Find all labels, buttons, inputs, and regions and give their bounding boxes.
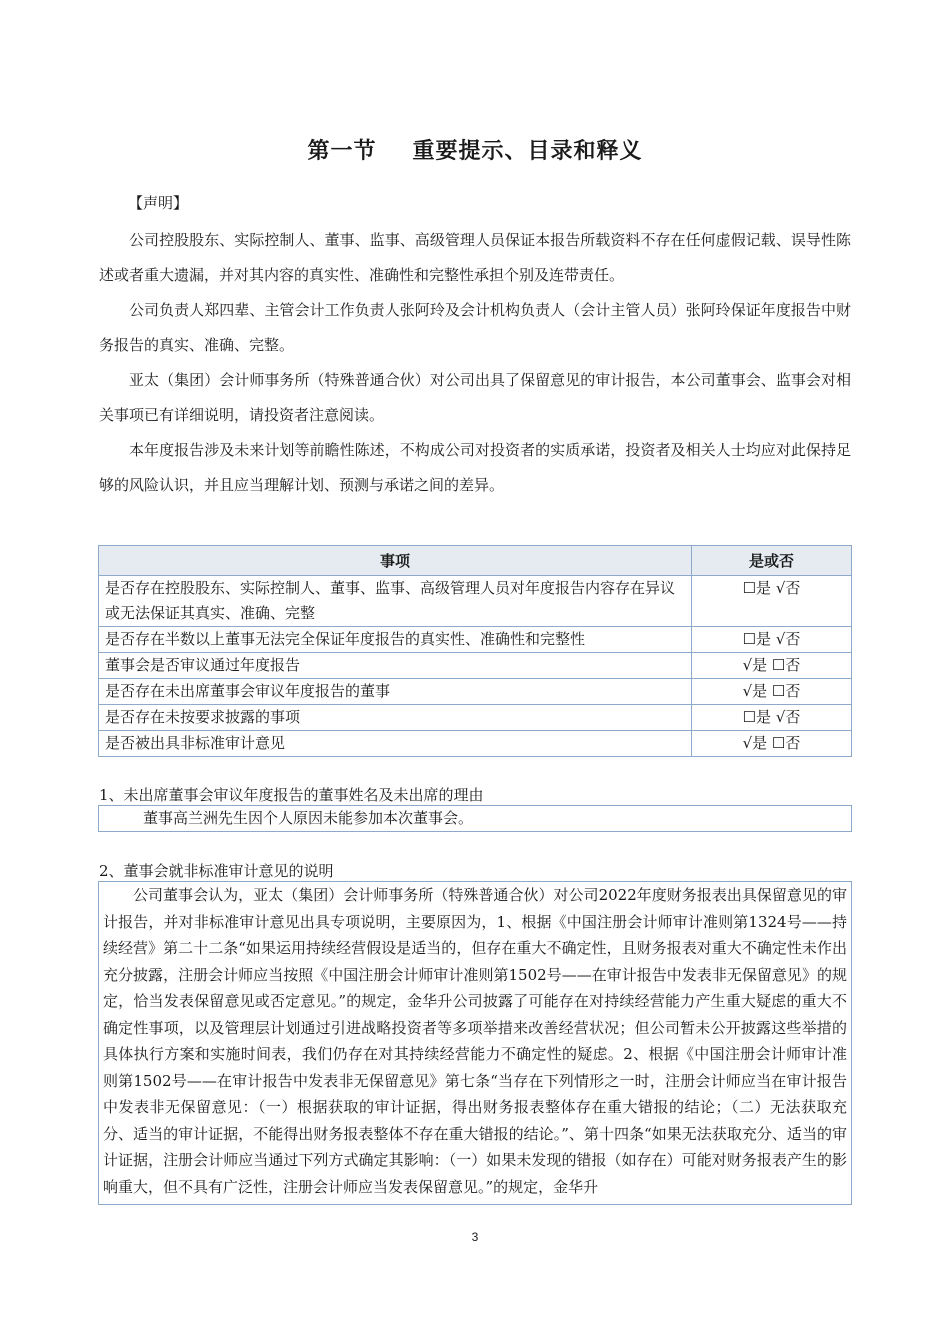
row-answer: ☐是 √否 (692, 705, 852, 731)
row-item: 是否存在未按要求披露的事项 (99, 705, 692, 731)
column-header-answer: 是或否 (692, 546, 852, 576)
table-row (99, 705, 852, 731)
audit-opinion-label: 2、董事会就非标准审计意见的说明 (99, 862, 334, 880)
declaration-paragraph: 本年度报告涉及未来计划等前瞻性陈述，不构成公司对投资者的实质承诺，投资者及相关人士均应对此保持足够的风险认识，并且应当理解计划、预测与承诺之间的差异。 (99, 441, 851, 494)
audit-opinion-text: 公司董事会认为，亚太（集团）会计师事务所（特殊普通合伙）对公司2022年度财务报表出具保留意见的审计报告，并对非标准审计意见出具专项说明，主要原因为，1、根据《中国注册会计师审计准则第1324号——持续经营》第二十二条“如果运用持续经营假设是适当的，但存在重大不确定性，且财务报表对重大不确定性未作出充分披露，注册会计师应当按照《中国注册会计师审计准则第1502号——在审计报告中发表非无保留意见》的规定，恰当发表保留意见或否定意见。”的规定，金华升公司披露了可能存在对持续经营能力产生重大疑虑的重大不确定性事项，以及管理层计划通过引进战略投资者等多项举措来改善经营状况；但公司暂未公开披露这些举措的具体执行方案和实施时间表，我们仍存在对其持续经营能力不确定性的疑虑。2、根据《中国注册会计师审计准则第1502号——在审计报告中发表非无保留意见》第七条“当存在下列情形之一时，注册会计师应当在审计报告中发表非无保留意见：（一）根据获取的审计证据，得出财务报表整体存在重大错报的结论；（二）无法获取充分、适当的审计证据，不能得出财务报表整体不存在重大错报的结论。”、第十四条“如果无法获取充分、适当的审计证据，注册会计师应当通过下列方式确定其影响：（一）如果未发现的错报（如存在）可能对财务报表产生的影响重大，但不具有广泛性，注册会计师应当发表保留意见。”的规定，金华升 (98, 881, 852, 1205)
table-row (99, 653, 852, 679)
declaration-paragraph: 公司控股股东、实际控制人、董事、监事、高级管理人员保证本报告所载资料不存在任何虚假记载、误导性陈述或者重大遗漏，并对其内容的真实性、准确性和完整性承担个别及连带责任。 (99, 231, 851, 284)
absent-directors-text: 董事高兰洲先生因个人原因未能参加本次董事会。 (143, 809, 474, 827)
page-number: 3 (471, 1230, 479, 1244)
table-row (99, 679, 852, 705)
row-item: 董事会是否审议通过年度报告 (99, 653, 692, 679)
column-header-item: 事项 (99, 546, 692, 576)
declaration-paragraph: 公司负责人郑四辈、主管会计工作负责人张阿玲及会计机构负责人（会计主管人员）张阿玲保证年度报告中财务报告的真实、准确、完整。 (99, 301, 851, 354)
section-number: 第一节 (307, 139, 377, 164)
row-answer: ☐是 √否 (692, 576, 852, 627)
absent-directors-box (98, 805, 852, 832)
row-answer: √是 ☐否 (692, 731, 852, 757)
absent-directors-label: 1、未出席董事会审议年度报告的董事姓名及未出席的理由 (99, 786, 484, 804)
declaration-paragraph: 亚太（集团）会计师事务所（特殊普通合伙）对公司出具了保留意见的审计报告，本公司董事会、监事会对相关事项已有详细说明，请投资者注意阅读。 (99, 371, 851, 424)
table-header-row (99, 546, 852, 576)
confirmation-table (98, 545, 852, 757)
table-row (99, 627, 852, 653)
row-answer: ☐是 √否 (692, 627, 852, 653)
table-row (99, 731, 852, 757)
row-answer: √是 ☐否 (692, 653, 852, 679)
table-row (99, 576, 852, 627)
declaration-label: 【声明】 (128, 194, 189, 212)
section-title: 重要提示、目录和释义 (412, 139, 643, 164)
row-item: 是否被出具非标准审计意见 (99, 731, 692, 757)
row-answer: √是 ☐否 (692, 679, 852, 705)
section-heading (0, 134, 950, 165)
row-item: 是否存在未出席董事会审议年度报告的董事 (99, 679, 692, 705)
row-item: 是否存在半数以上董事无法完全保证年度报告的真实性、准确性和完整性 (99, 627, 692, 653)
row-item: 是否存在控股股东、实际控制人、董事、监事、高级管理人员对年度报告内容存在异议或无法保证其真实、准确、完整 (99, 576, 692, 627)
